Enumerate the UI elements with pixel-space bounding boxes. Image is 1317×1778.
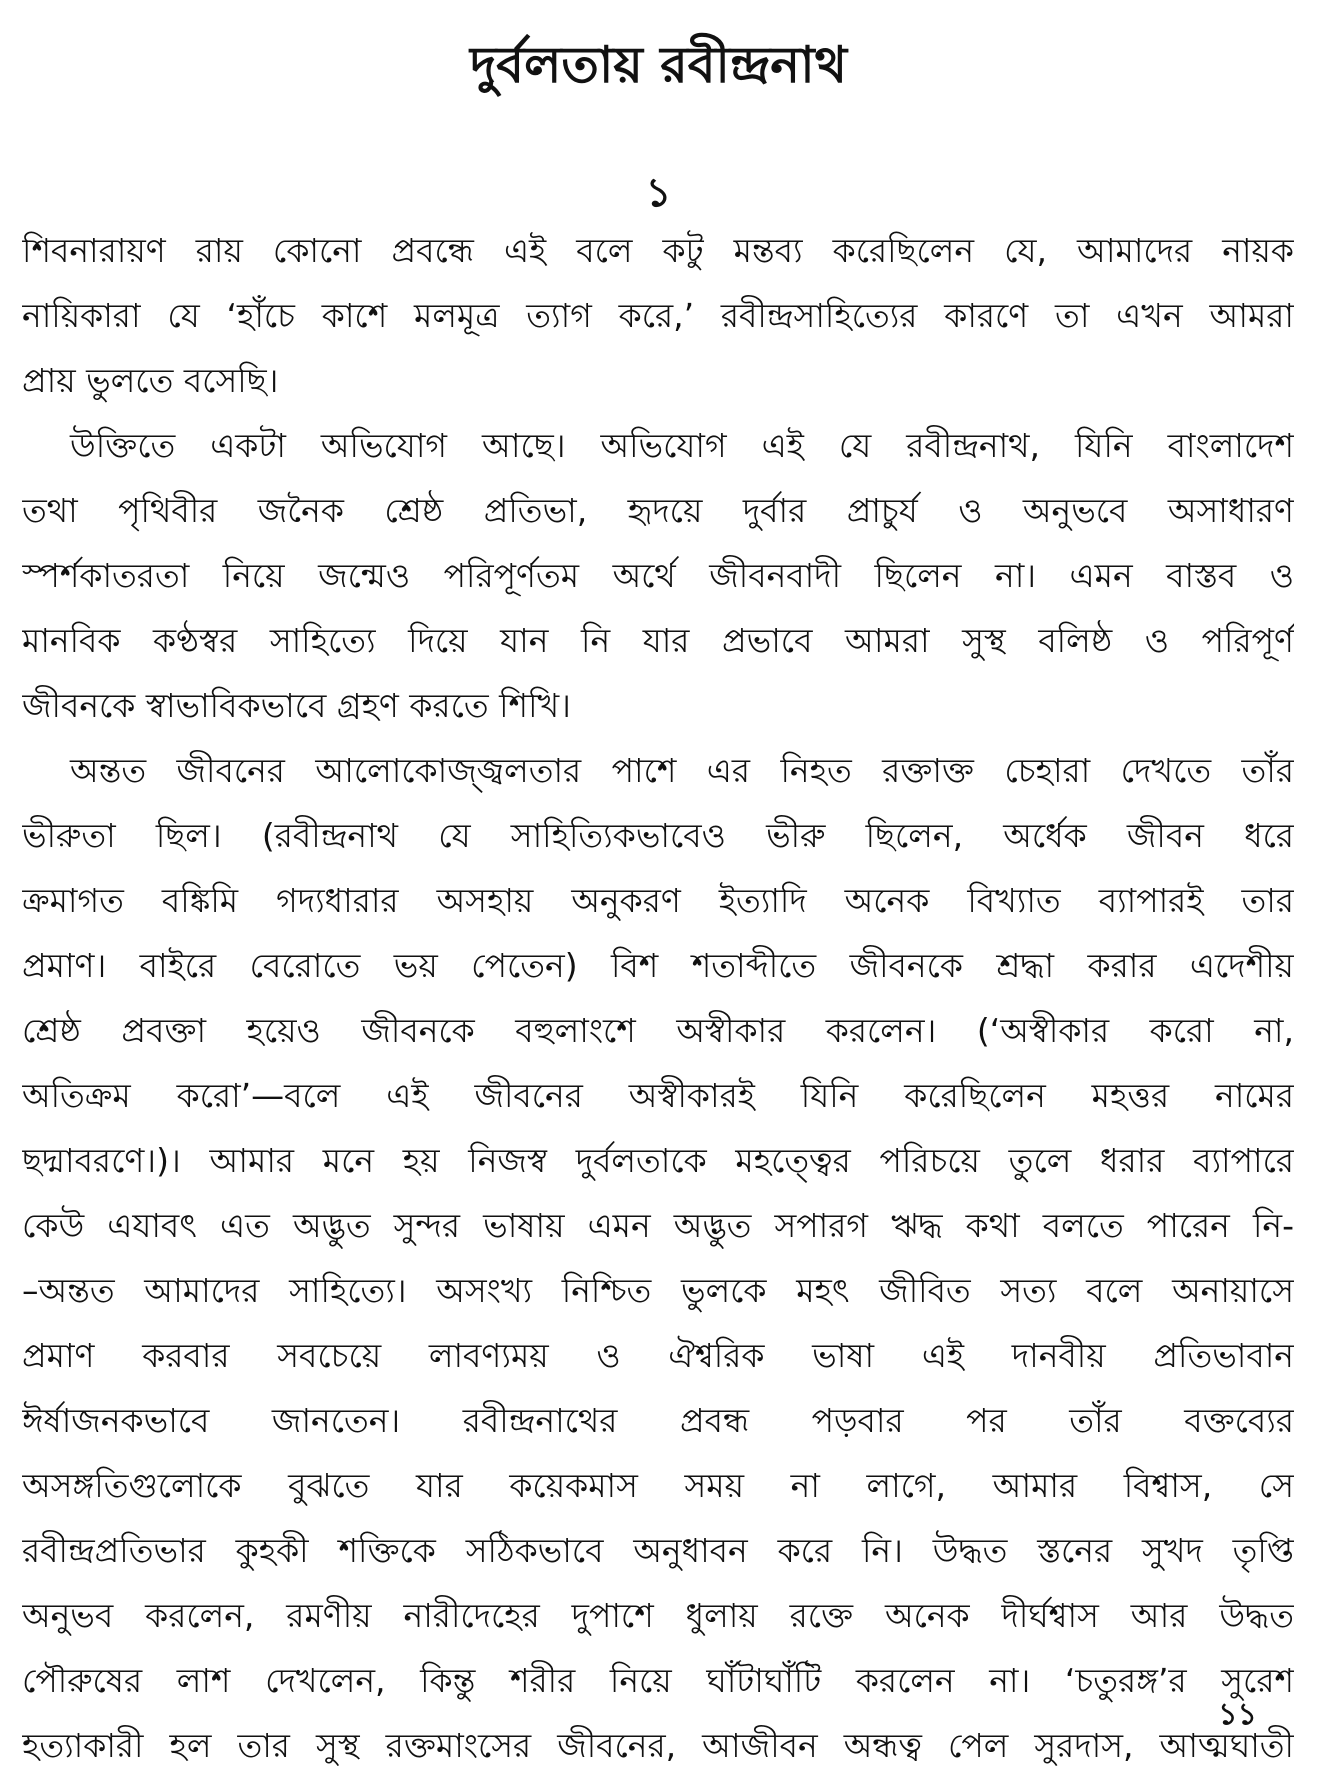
text-line: রবীন্দ্রপ্রতিভার কুহকী শক্তিকে সঠিকভাবে অনুধাবন করে নি। উদ্ধত স্তনের সুখদ তৃপ্তি bbox=[22, 1531, 1294, 1570]
text-line: অসঙ্গতিগুলোকে বুঝতে যার কয়েকমাস সময় না লাগে, আমার বিশ্বাস, সে bbox=[22, 1466, 1294, 1505]
text-line: অন্তত জীবনের আলোকোজ্জ্বলতার পাশে এর নিহত রক্তাক্ত চেহারা দেখতে তাঁর bbox=[70, 751, 1294, 790]
text-line: মানবিক কণ্ঠস্বর সাহিত্যে দিয়ে যান নি যার প্রভাবে আমরা সুস্থ বলিষ্ঠ ও পরিপূর্ণ bbox=[22, 621, 1294, 660]
text-line: হত্যাকারী হল তার সুস্থ রক্তমাংসের জীবনের, আজীবন অন্ধত্ব পেল সুরদাস, আত্মঘাতী bbox=[22, 1726, 1294, 1765]
text-line: –অন্তত আমাদের সাহিত্যে। অসংখ্য নিশ্চিত ভুলকে মহৎ জীবিত সত্য বলে অনায়াসে bbox=[22, 1271, 1294, 1310]
text-line: তথা পৃথিবীর জনৈক শ্রেষ্ঠ প্রতিভা, হৃদয়ে দুর্বার প্রাচুর্য ও অনুভবে অসাধারণ bbox=[22, 491, 1294, 530]
text-line: নায়িকারা যে ‘হাঁচে কাশে মলমূত্র ত্যাগ করে,’ রবীন্দ্রসাহিত্যের কারণে তা এখন আমরা bbox=[22, 296, 1294, 335]
text-line: প্রায় ভুলতে বসেছি। bbox=[22, 361, 279, 400]
text-line: ভীরুতা ছিল। (রবীন্দ্রনাথ যে সাহিত্যিকভাবেও ভীরু ছিলেন, অর্ধেক জীবন ধরে bbox=[22, 816, 1294, 855]
text-line: ক্রমাগত বঙ্কিমি গদ্যধারার অসহায় অনুকরণ ইত্যাদি অনেক বিখ্যাত ব্যাপারই তার bbox=[22, 881, 1294, 920]
text-line: প্রমাণ। বাইরে বেরোতে ভয় পেতেন) বিশ শতাব্দীতে জীবনকে শ্রদ্ধা করার এদেশীয় bbox=[22, 946, 1294, 985]
text-line: জীবনকে স্বাভাবিকভাবে গ্রহণ করতে শিখি। bbox=[22, 686, 571, 725]
body-text bbox=[22, 218, 1294, 1778]
text-line: কেউ এযাবৎ এত অদ্ভুত সুন্দর ভাষায় এমন অদ্ভুত সপারগ ঋদ্ধ কথা বলতে পারেন নি- bbox=[22, 1206, 1294, 1245]
text-line: ছদ্মাবরণে।)। আমার মনে হয় নিজস্ব দুর্বলতাকে মহত্ত্বের পরিচয়ে তুলে ধরার ব্যাপারে bbox=[22, 1141, 1294, 1180]
text-line: ঈর্ষাজনকভাবে জানতেন। রবীন্দ্রনাথের প্রবন্ধ পড়বার পর তাঁর বক্তব্যের bbox=[22, 1401, 1294, 1440]
chapter-title: দুর্বলতায় রবীন্দ্রনাথ bbox=[469, 36, 848, 94]
text-line: স্পর্শকাতরতা নিয়ে জন্মেও পরিপূর্ণতম অর্থে জীবনবাদী ছিলেন না। এমন বাস্তব ও bbox=[22, 556, 1294, 595]
text-line: অনুভব করলেন, রমণীয় নারীদেহের দুপাশে ধুলায় রক্তে অনেক দীর্ঘশ্বাস আর উদ্ধত bbox=[22, 1596, 1294, 1635]
page-number: ১১ bbox=[1218, 1697, 1257, 1732]
text-line: পৌরুষের লাশ দেখলেন, কিন্তু শরীর নিয়ে ঘাঁটাঘাঁটি করলেন না। ‘চতুরঙ্গ’র সুরেশ bbox=[22, 1661, 1294, 1700]
text-line: প্রমাণ করবার সবচেয়ে লাবণ্যময় ও ঐশ্বরিক ভাষা এই দানবীয় প্রতিভাবান bbox=[22, 1336, 1294, 1375]
section-number: ১ bbox=[645, 170, 672, 216]
text-line: শ্রেষ্ঠ প্রবক্তা হয়েও জীবনকে বহুলাংশে অস্বীকার করলেন। (‘অস্বীকার করো না, bbox=[22, 1011, 1294, 1050]
text-line: শিবনারায়ণ রায় কোনো প্রবন্ধে এই বলে কটু মন্তব্য করেছিলেন যে, আমাদের নায়ক bbox=[22, 231, 1294, 270]
text-line: উক্তিতে একটা অভিযোগ আছে। অভিযোগ এই যে রবীন্দ্রনাথ, যিনি বাংলাদেশ bbox=[70, 426, 1294, 465]
text-line: অতিক্রম করো’—বলে এই জীবনের অস্বীকারই যিনি করেছিলেন মহত্তর নামের bbox=[22, 1076, 1294, 1115]
